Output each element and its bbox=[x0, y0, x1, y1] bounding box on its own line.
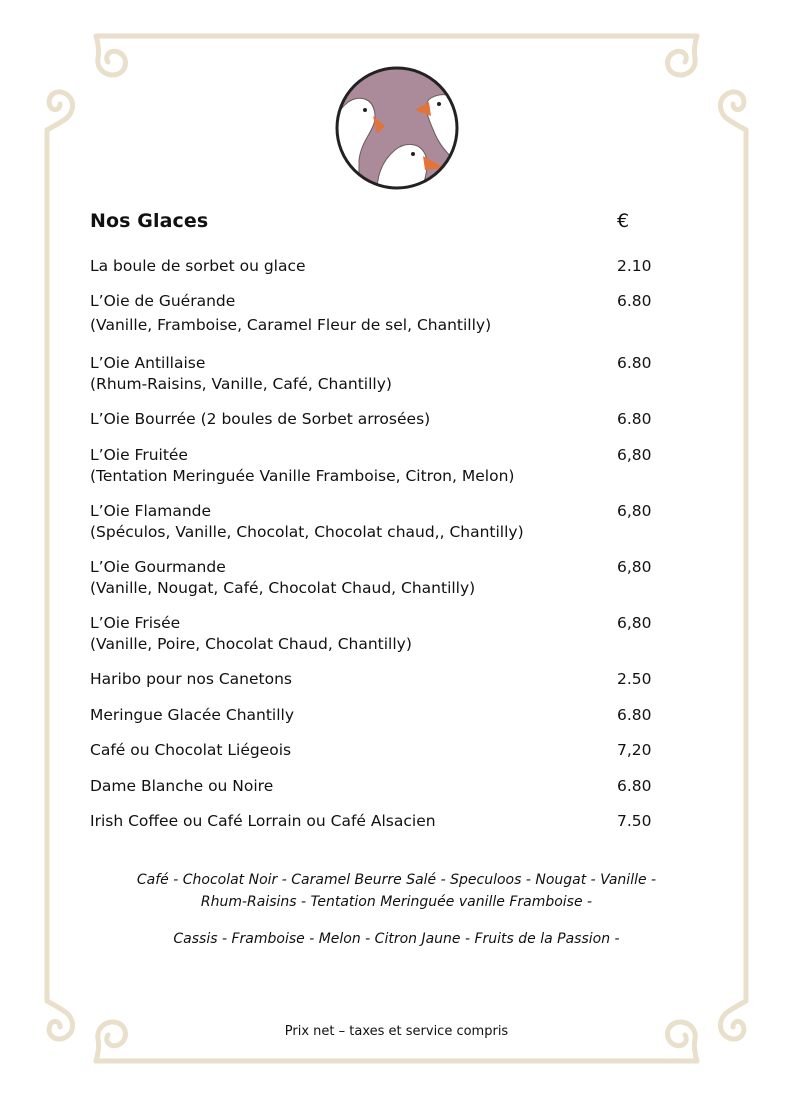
item-detail: (Tentation Meringuée Vanille Framboise, Citron, Melon) bbox=[90, 467, 515, 485]
flavors-line: Cassis - Framboise - Melon - Citron Jaune - Fruits de la Passion - bbox=[173, 931, 620, 947]
menu-title: Nos Glaces bbox=[90, 210, 209, 232]
sorbet-flavors-list bbox=[100, 928, 693, 950]
menu-item bbox=[90, 256, 690, 280]
menu-item bbox=[90, 353, 690, 397]
menu-item bbox=[90, 705, 690, 729]
item-name: Café ou Chocolat Liégeois bbox=[90, 741, 292, 759]
menu-heading-row bbox=[90, 210, 690, 240]
item-name: L’Oie Bourrée (2 boules de Sorbet arrosées) bbox=[90, 410, 431, 428]
menu-item bbox=[90, 740, 690, 764]
item-name: L’Oie Gourmande bbox=[90, 558, 226, 576]
menu-item bbox=[90, 613, 690, 657]
geese-logo bbox=[333, 64, 461, 192]
footer-note: Prix net – taxes et service compris bbox=[284, 1024, 509, 1039]
menu-item bbox=[90, 409, 690, 433]
item-price: 7.50 bbox=[617, 812, 652, 830]
item-price: 2.50 bbox=[617, 670, 652, 688]
menu-item bbox=[90, 501, 690, 545]
item-name: Meringue Glacée Chantilly bbox=[90, 706, 295, 724]
item-price: 6,80 bbox=[617, 558, 652, 576]
item-name: L’Oie Antillaise bbox=[90, 354, 206, 372]
item-price: 6.80 bbox=[617, 706, 652, 724]
flavors-line: Café - Chocolat Noir - Caramel Beurre Salé - Speculoos - Nougat - Vanille - bbox=[136, 872, 657, 888]
item-price: 2.10 bbox=[617, 257, 652, 275]
item-name: L’Oie Fruitée bbox=[90, 446, 188, 464]
item-name: L’Oie Frisée bbox=[90, 614, 181, 632]
item-detail: (Rhum-Raisins, Vanille, Café, Chantilly) bbox=[90, 375, 392, 393]
item-price: 6.80 bbox=[617, 292, 652, 310]
menu-item bbox=[90, 291, 690, 337]
item-price: 6.80 bbox=[617, 410, 652, 428]
flavors-line: Rhum-Raisins - Tentation Meringuée vanille Framboise - bbox=[200, 894, 593, 910]
item-price: 6.80 bbox=[617, 354, 652, 372]
flavors-list bbox=[100, 869, 693, 913]
item-name: L’Oie Flamande bbox=[90, 502, 212, 520]
menu-item bbox=[90, 669, 690, 693]
item-price: 6,80 bbox=[617, 614, 652, 632]
item-price: 6,80 bbox=[617, 446, 652, 464]
item-name: Haribo pour nos Canetons bbox=[90, 670, 292, 688]
menu-item bbox=[90, 557, 690, 601]
menu-item bbox=[90, 776, 690, 800]
item-name: L’Oie de Guérande bbox=[90, 292, 236, 310]
item-detail: (Spéculos, Vanille, Chocolat, Chocolat chaud,, Chantilly) bbox=[90, 523, 524, 541]
item-name: Dame Blanche ou Noire bbox=[90, 777, 274, 795]
item-price: 7,20 bbox=[617, 741, 652, 759]
item-detail: (Vanille, Poire, Chocolat Chaud, Chantilly) bbox=[90, 635, 412, 653]
item-price: 6,80 bbox=[617, 502, 652, 520]
menu-item bbox=[90, 445, 690, 489]
item-detail: (Vanille, Framboise, Caramel Fleur de sel, Chantilly) bbox=[90, 316, 492, 334]
item-price: 6.80 bbox=[617, 777, 652, 795]
menu-item bbox=[90, 811, 690, 835]
item-detail: (Vanille, Nougat, Café, Chocolat Chaud, Chantilly) bbox=[90, 579, 476, 597]
item-name: La boule de sorbet ou glace bbox=[90, 257, 306, 275]
item-name: Irish Coffee ou Café Lorrain ou Café Alsacien bbox=[90, 812, 436, 830]
currency-symbol: € bbox=[617, 210, 630, 232]
